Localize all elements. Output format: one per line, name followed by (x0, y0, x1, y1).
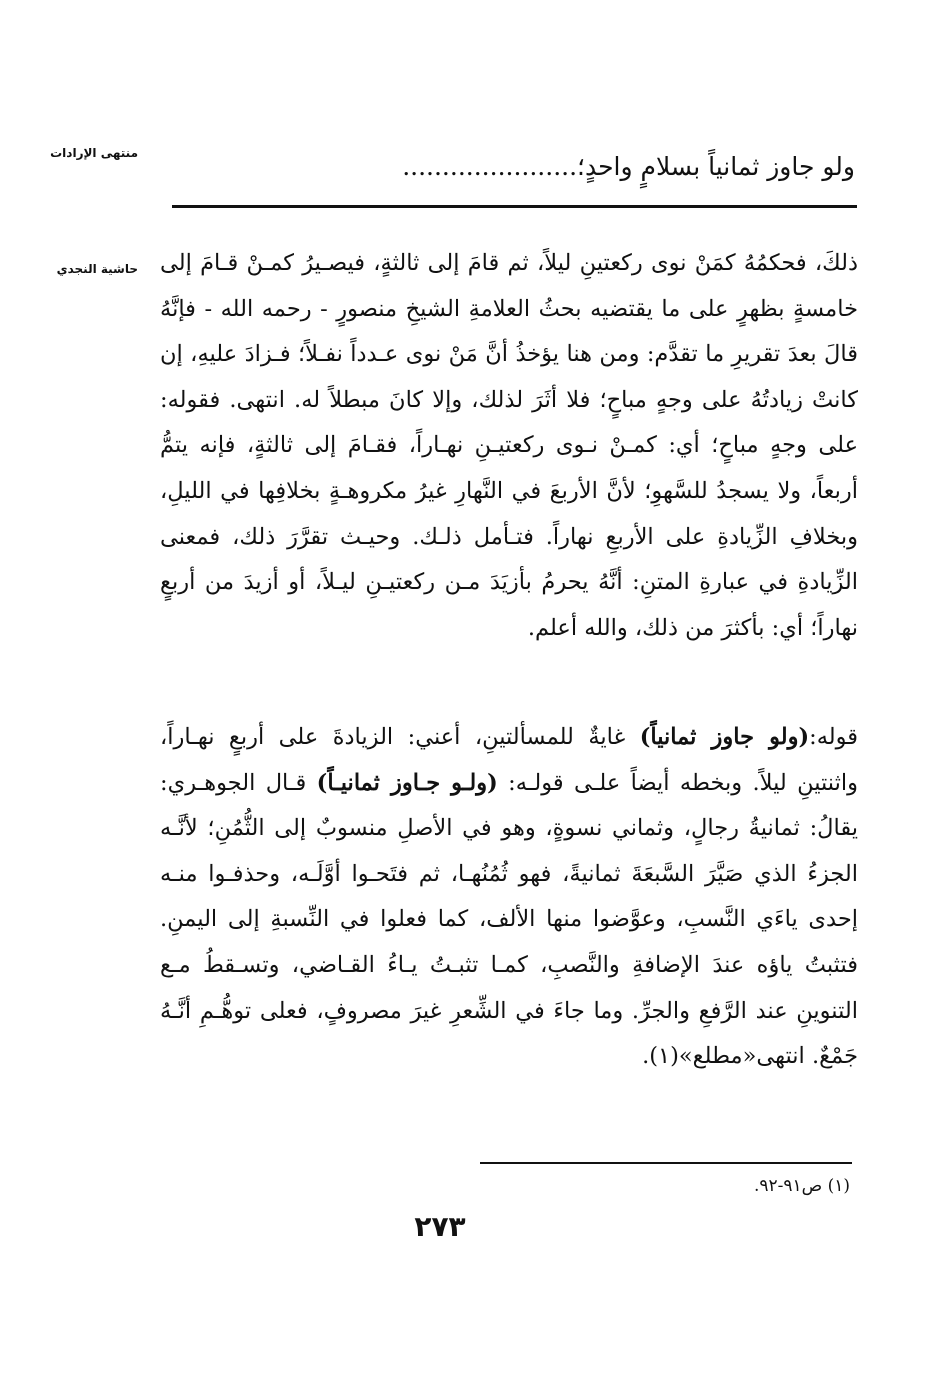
paragraph-mid: غايةٌ للمسألتينِ، أعني: الزيادةَ على أربعٍ نهـاراً، واثنتينِ ليلاً. وبخطه أيضاً علـى قولـه: (160, 724, 858, 796)
matn-line: ولو جاوز ثمانياً بسلامٍ واحدٍ؛...................... (402, 152, 855, 181)
commentary-paragraph-2 (160, 715, 858, 1080)
matn-quote-2: (ولـو جـاوز ثمانيـاً) (316, 769, 498, 796)
paragraph-text-2 (160, 715, 858, 1080)
footnote: (١) ص٩١-٩٢. (753, 1176, 850, 1196)
commentary-paragraph-1 (160, 241, 858, 651)
paragraph-rest: قـال الجوهـري: يقالُ: ثمانيةُ رجالٍ، وثماني نسوةٍ، وهو في الأصلِ منسوبٌ إلى الثُّمُنِ؛ لأنَّـه الجزءُ الذي صَيَّرَ السَّبعَةَ ثمانيةً، فهو ثُمُنُهـا، ثم فتَحـوا أوَّلَـه، وحذفـوا منـه إحدى ياءَي النَّسبِ، وعوَّضوا منها الألف، كما فعلوا في النِّسبةِ إلى اليمنِ. فتثبتُ ياؤه عندَ الإضافةِ والنَّصبِ، كمـا تثبـتُ يـاءُ القـاضي، وتسـقطُ مـع التنوينِ عند الرَّفعِ والجرِّ. وما جاءَ في الشِّعرِ غيرَ مصروفٍ، فعلى توهُّـمِ أنَّـهُ جَمْعٌ. انتهى«مطلع»(١). (160, 769, 858, 1070)
header-rule (172, 205, 857, 208)
paragraph-text: ذلكَ، فحكمُهُ كمَنْ نوى ركعتينِ ليلاً، ثم قامَ إلى ثالثةٍ، فيصـيرُ كمـنْ قـامَ إلى خامسةٍ بظهرٍ على ما يقتضيه بحثُ العلامةِ الشيخِ منصورٍ - رحمه الله - فإنَّهُ قالَ بعدَ تقريرِ ما تقدَّم: ومن هنا يؤخذُ أنَّ مَنْ نوى عـدداً نفـلاً؛ فـزادَ عليهِ، إن كانتْ زيادتُهُ على وجهٍ مباحٍ؛ فلا أثَرَ لذلك، وإلا كانَ مبطلاً له. انتهى. فقوله: على وجهٍ مباحٍ؛ أي: كمـنْ نـوى ركعتيـنِ نهـاراً، فقـامَ إلى ثالثةٍ، فإنه يتمُّ أربعاً، ولا يسجدُ للسَّهوِ؛ لأنَّ الأربعَ في النَّهارِ غيرُ مكروهـةٍ بخلافِها في الليلِ، وبخلافِ الزِّيادةِ على الأربعِ نهاراً. فتـأمل ذلـك. وحيـث تقرَّرَ ذلك، فمعنى الزِّيادةِ في عبارةِ المتنِ: أنَّهُ يحرمُ بأزيَدَ مـن ركعتيـنِ ليـلاً، أو أزيدَ من أربعٍ نهاراً؛ أي: بأكثرَ من ذلك، والله أعلم. (160, 250, 858, 641)
footnote-rule (480, 1162, 852, 1164)
commentary-label: حاشية النجدي (56, 262, 138, 276)
matn-quote-1: (ولو جاوز ثمانياً) (639, 724, 810, 750)
book-title-label: منتهى الإرادات (50, 146, 138, 160)
page-number: ٢٧٣ (414, 1210, 466, 1243)
qawluhu-lead: قوله: (809, 724, 858, 750)
